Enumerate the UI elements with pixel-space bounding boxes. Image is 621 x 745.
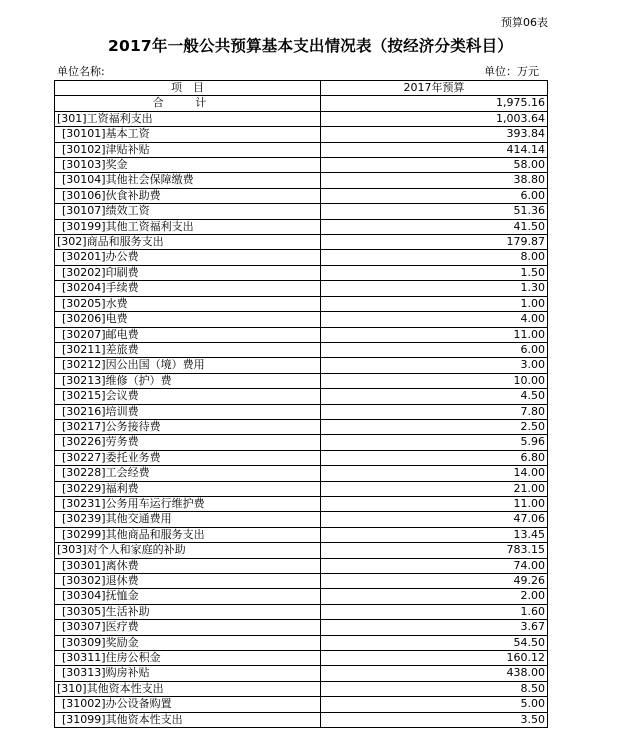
- table-row: [55, 666, 548, 681]
- row-budget-value: 6.00: [321, 188, 548, 203]
- row-budget-value: 783.15: [321, 543, 548, 558]
- table-row: [55, 574, 548, 589]
- row-budget-value: 160.12: [321, 651, 548, 666]
- row-item-name: [30231]公务用车运行维护费: [55, 496, 321, 511]
- row-budget-value: 8.50: [321, 681, 548, 696]
- table-row: [55, 235, 548, 250]
- row-item-name: [30302]退休费: [55, 574, 321, 589]
- budget-table: [54, 80, 548, 728]
- table-row: [55, 712, 548, 727]
- row-item-name: [30101]基本工资: [55, 127, 321, 142]
- row-budget-value: 21.00: [321, 481, 548, 496]
- row-budget-value: 414.14: [321, 142, 548, 157]
- table-row: [55, 450, 548, 465]
- row-budget-value: 51.36: [321, 204, 548, 219]
- row-item-name: [30107]绩效工资: [55, 204, 321, 219]
- row-item-name: [310]其他资本性支出: [55, 681, 321, 696]
- table-row: [55, 173, 548, 188]
- row-item-name: [30106]伙食补助费: [55, 188, 321, 203]
- table-row: [55, 558, 548, 573]
- row-budget-value: 10.00: [321, 373, 548, 388]
- row-item-name: [30213]维修（护）费: [55, 373, 321, 388]
- row-item-name: [30211]差旅费: [55, 342, 321, 357]
- table-row: [55, 296, 548, 311]
- row-item-name: [30305]生活补助: [55, 604, 321, 619]
- row-item-name: [30103]奖金: [55, 158, 321, 173]
- table-row: [55, 681, 548, 696]
- row-budget-value: 6.00: [321, 342, 548, 357]
- row-item-name: [30299]其他商品和服务支出: [55, 527, 321, 542]
- row-budget-value: 13.45: [321, 527, 548, 542]
- row-budget-value: 3.67: [321, 620, 548, 635]
- table-code: 预算06表: [501, 16, 548, 29]
- row-item-name: [30206]电费: [55, 312, 321, 327]
- table-row: [55, 389, 548, 404]
- table-row: [55, 620, 548, 635]
- table-row: [55, 327, 548, 342]
- row-item-name: [30205]水费: [55, 296, 321, 311]
- row-budget-value: 38.80: [321, 173, 548, 188]
- table-row: [55, 496, 548, 511]
- row-item-name: [30202]印刷费: [55, 265, 321, 280]
- table-row: [55, 512, 548, 527]
- table-row: [55, 158, 548, 173]
- row-item-name: [30226]劳务费: [55, 435, 321, 450]
- row-item-name: [30204]手续费: [55, 281, 321, 296]
- row-budget-value: 2.00: [321, 589, 548, 604]
- table-row: [55, 604, 548, 619]
- row-budget-value: 1.60: [321, 604, 548, 619]
- table-row: [55, 527, 548, 542]
- row-item-name: [30201]办公费: [55, 250, 321, 265]
- row-budget-value: 4.00: [321, 312, 548, 327]
- row-budget-value: 7.80: [321, 404, 548, 419]
- row-budget-value: 8.00: [321, 250, 548, 265]
- row-budget-value: 3.00: [321, 358, 548, 373]
- row-budget-value: 1.50: [321, 265, 548, 280]
- table-row: [55, 373, 548, 388]
- table-row: [55, 127, 548, 142]
- row-budget-value: 2.50: [321, 419, 548, 434]
- row-budget-value: 1.30: [321, 281, 548, 296]
- table-row: [55, 543, 548, 558]
- row-budget-value: 179.87: [321, 235, 548, 250]
- table-row: [55, 358, 548, 373]
- row-budget-value: 5.96: [321, 435, 548, 450]
- row-budget-value: 41.50: [321, 219, 548, 234]
- row-item-name: [30216]培训费: [55, 404, 321, 419]
- table-row: [55, 219, 548, 234]
- row-budget-value: 49.26: [321, 574, 548, 589]
- table-row: [55, 204, 548, 219]
- table-row: [55, 281, 548, 296]
- column-header-budget: 2017年预算: [321, 81, 548, 96]
- table-row: [55, 96, 548, 111]
- table-row: [55, 635, 548, 650]
- row-budget-value: 58.00: [321, 158, 548, 173]
- table-body: [55, 96, 548, 728]
- row-item-name: [303]对个人和家庭的补助: [55, 543, 321, 558]
- row-budget-value: 74.00: [321, 558, 548, 573]
- table-row: [55, 188, 548, 203]
- row-item-name: [30307]医疗费: [55, 620, 321, 635]
- row-item-name: [30304]抚恤金: [55, 589, 321, 604]
- row-item-name: [30217]公务接待费: [55, 419, 321, 434]
- row-item-name: [30227]委托业务费: [55, 450, 321, 465]
- table-row: [55, 342, 548, 357]
- currency-unit-label: 单位：万元: [484, 65, 539, 78]
- table-row: [55, 651, 548, 666]
- table-row: [55, 589, 548, 604]
- row-budget-value: 47.06: [321, 512, 548, 527]
- row-item-name: [302]商品和服务支出: [55, 235, 321, 250]
- row-budget-value: 4.50: [321, 389, 548, 404]
- row-item-name: [30301]离休费: [55, 558, 321, 573]
- row-item-name: [31099]其他资本性支出: [55, 712, 321, 727]
- row-budget-value: 438.00: [321, 666, 548, 681]
- column-header-item: 项 目: [55, 81, 321, 96]
- row-budget-value: 6.80: [321, 450, 548, 465]
- row-budget-value: 1,975.16: [321, 96, 548, 111]
- row-item-name: 合 计: [55, 96, 321, 111]
- unit-name-label: 单位名称:: [57, 65, 105, 78]
- table-row: [55, 265, 548, 280]
- row-item-name: [30311]住房公积金: [55, 651, 321, 666]
- table-row: [55, 142, 548, 157]
- row-budget-value: 1.00: [321, 296, 548, 311]
- row-item-name: [30102]津贴补贴: [55, 142, 321, 157]
- table-row: [55, 435, 548, 450]
- row-item-name: [31002]办公设备购置: [55, 697, 321, 712]
- row-item-name: [30313]购房补贴: [55, 666, 321, 681]
- table-row: [55, 481, 548, 496]
- row-item-name: [30207]邮电费: [55, 327, 321, 342]
- table-row: [55, 404, 548, 419]
- row-item-name: [30228]工会经费: [55, 466, 321, 481]
- row-budget-value: 14.00: [321, 466, 548, 481]
- row-item-name: [30104]其他社会保障缴费: [55, 173, 321, 188]
- row-budget-value: 1,003.64: [321, 111, 548, 126]
- row-item-name: [30239]其他交通费用: [55, 512, 321, 527]
- row-item-name: [30215]会议费: [55, 389, 321, 404]
- row-item-name: [30199]其他工资福利支出: [55, 219, 321, 234]
- table-row: [55, 312, 548, 327]
- row-item-name: [30229]福利费: [55, 481, 321, 496]
- table-header-row: [55, 81, 548, 96]
- table-row: [55, 697, 548, 712]
- row-budget-value: 393.84: [321, 127, 548, 142]
- row-budget-value: 3.50: [321, 712, 548, 727]
- page-title: 2017年一般公共预算基本支出情况表（按经济分类科目）: [107, 37, 514, 55]
- table-row: [55, 466, 548, 481]
- table-row: [55, 419, 548, 434]
- row-budget-value: 54.50: [321, 635, 548, 650]
- row-budget-value: 11.00: [321, 327, 548, 342]
- row-budget-value: 11.00: [321, 496, 548, 511]
- row-item-name: [301]工资福利支出: [55, 111, 321, 126]
- row-item-name: [30309]奖励金: [55, 635, 321, 650]
- table-row: [55, 250, 548, 265]
- row-budget-value: 5.00: [321, 697, 548, 712]
- row-item-name: [30212]因公出国（境）费用: [55, 358, 321, 373]
- table-row: [55, 111, 548, 126]
